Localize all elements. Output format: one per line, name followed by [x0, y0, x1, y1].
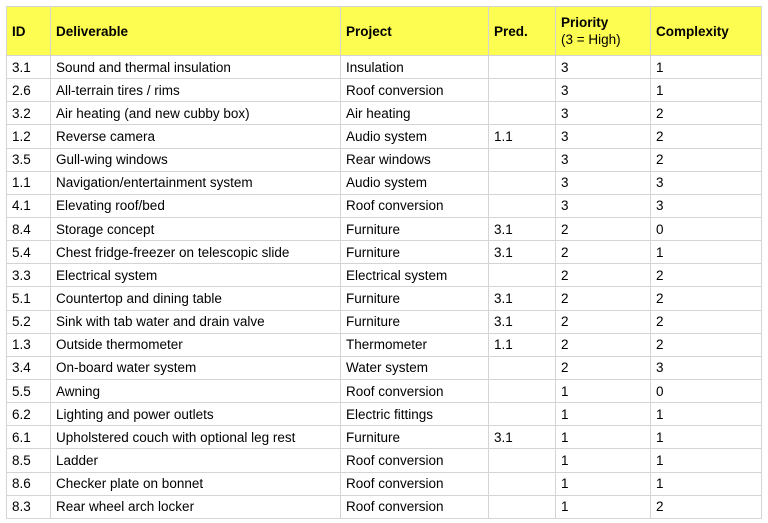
cell-deliverable[interactable]: Lighting and power outlets	[51, 403, 341, 426]
header-row	[7, 7, 762, 56]
cell-deliverable[interactable]: On-board water system	[51, 356, 341, 379]
cell-complexity[interactable]: 1	[651, 56, 762, 79]
cell-id[interactable]: 8.6	[7, 472, 51, 495]
table-row	[7, 310, 762, 333]
cell-pred[interactable]	[489, 148, 556, 171]
cell-deliverable[interactable]: Reverse camera	[51, 125, 341, 148]
cell-priority[interactable]: 3	[556, 125, 651, 148]
cell-pred[interactable]	[489, 379, 556, 402]
table-row	[7, 241, 762, 264]
cell-priority[interactable]: 1	[556, 495, 651, 518]
col-header-complexity[interactable]: Complexity	[651, 7, 762, 56]
cell-priority[interactable]: 3	[556, 79, 651, 102]
cell-priority[interactable]: 3	[556, 56, 651, 79]
table-body	[7, 56, 762, 519]
cell-priority[interactable]: 2	[556, 264, 651, 287]
cell-id[interactable]: 5.2	[7, 310, 51, 333]
cell-pred[interactable]	[489, 171, 556, 194]
cell-deliverable[interactable]: Chest fridge-freezer on telescopic slide	[51, 241, 341, 264]
table-row	[7, 171, 762, 194]
cell-complexity[interactable]: 2	[651, 495, 762, 518]
table-row	[7, 379, 762, 402]
cell-priority[interactable]: 3	[556, 194, 651, 217]
col-header-priority[interactable]	[556, 7, 651, 56]
cell-pred[interactable]: 3.1	[489, 310, 556, 333]
cell-pred[interactable]	[489, 449, 556, 472]
cell-project[interactable]: Rear windows	[341, 148, 489, 171]
cell-project[interactable]: Roof conversion	[341, 194, 489, 217]
table-row	[7, 403, 762, 426]
cell-project[interactable]: Air heating	[341, 102, 489, 125]
cell-deliverable[interactable]: Elevating roof/bed	[51, 194, 341, 217]
cell-priority[interactable]: 1	[556, 472, 651, 495]
table-row	[7, 56, 762, 79]
table-row	[7, 426, 762, 449]
cell-complexity[interactable]: 2	[651, 310, 762, 333]
cell-project[interactable]: Audio system	[341, 171, 489, 194]
cell-pred[interactable]	[489, 264, 556, 287]
cell-complexity[interactable]: 2	[651, 287, 762, 310]
cell-complexity[interactable]: 2	[651, 333, 762, 356]
cell-deliverable[interactable]: Ladder	[51, 449, 341, 472]
table-row	[7, 287, 762, 310]
cell-pred[interactable]: 1.1	[489, 333, 556, 356]
cell-priority[interactable]: 2	[556, 287, 651, 310]
cell-project[interactable]: Furniture	[341, 310, 489, 333]
cell-project[interactable]: Water system	[341, 356, 489, 379]
cell-pred[interactable]	[489, 403, 556, 426]
cell-complexity[interactable]: 1	[651, 241, 762, 264]
cell-id[interactable]: 8.4	[7, 217, 51, 240]
cell-project[interactable]: Roof conversion	[341, 79, 489, 102]
cell-id[interactable]: 6.1	[7, 426, 51, 449]
cell-id[interactable]: 5.4	[7, 241, 51, 264]
priority-header-subtitle: (3 = High)	[561, 32, 621, 47]
cell-project[interactable]: Thermometer	[341, 333, 489, 356]
cell-priority[interactable]: 2	[556, 333, 651, 356]
cell-id[interactable]: 3.3	[7, 264, 51, 287]
cell-priority[interactable]: 2	[556, 310, 651, 333]
cell-id[interactable]: 3.1	[7, 56, 51, 79]
cell-id[interactable]: 5.1	[7, 287, 51, 310]
cell-priority[interactable]: 3	[556, 171, 651, 194]
cell-deliverable[interactable]: Awning	[51, 379, 341, 402]
table-row	[7, 194, 762, 217]
cell-deliverable[interactable]: Air heating (and new cubby box)	[51, 102, 341, 125]
col-header-pred[interactable]: Pred.	[489, 7, 556, 56]
cell-complexity[interactable]: 2	[651, 264, 762, 287]
table-row	[7, 79, 762, 102]
cell-deliverable[interactable]: Outside thermometer	[51, 333, 341, 356]
cell-project[interactable]: Roof conversion	[341, 379, 489, 402]
table-row	[7, 356, 762, 379]
cell-complexity[interactable]: 0	[651, 379, 762, 402]
cell-id[interactable]: 3.4	[7, 356, 51, 379]
cell-deliverable[interactable]: Countertop and dining table	[51, 287, 341, 310]
col-header-id[interactable]: ID	[7, 7, 51, 56]
table-row	[7, 333, 762, 356]
col-header-project[interactable]: Project	[341, 7, 489, 56]
deliverables-table	[6, 6, 762, 519]
cell-complexity[interactable]: 1	[651, 472, 762, 495]
cell-complexity[interactable]: 2	[651, 102, 762, 125]
cell-project[interactable]: Roof conversion	[341, 472, 489, 495]
cell-priority[interactable]: 3	[556, 148, 651, 171]
cell-project[interactable]: Roof conversion	[341, 495, 489, 518]
cell-project[interactable]: Audio system	[341, 125, 489, 148]
cell-pred[interactable]	[489, 56, 556, 79]
cell-priority[interactable]: 2	[556, 356, 651, 379]
cell-deliverable[interactable]: Gull-wing windows	[51, 148, 341, 171]
table-row	[7, 449, 762, 472]
cell-deliverable[interactable]: Electrical system	[51, 264, 341, 287]
cell-complexity[interactable]: 0	[651, 217, 762, 240]
cell-project[interactable]: Furniture	[341, 217, 489, 240]
cell-complexity[interactable]: 3	[651, 356, 762, 379]
cell-priority[interactable]: 2	[556, 217, 651, 240]
table-row	[7, 495, 762, 518]
cell-id[interactable]: 2.6	[7, 79, 51, 102]
cell-pred[interactable]: 3.1	[489, 217, 556, 240]
cell-id[interactable]: 8.3	[7, 495, 51, 518]
cell-priority[interactable]: 1	[556, 379, 651, 402]
cell-deliverable[interactable]: Checker plate on bonnet	[51, 472, 341, 495]
cell-priority[interactable]: 1	[556, 426, 651, 449]
cell-pred[interactable]	[489, 194, 556, 217]
cell-priority[interactable]: 1	[556, 403, 651, 426]
cell-project[interactable]: Insulation	[341, 56, 489, 79]
cell-pred[interactable]: 3.1	[489, 287, 556, 310]
cell-deliverable[interactable]: Upholstered couch with optional leg rest	[51, 426, 341, 449]
cell-deliverable[interactable]: Navigation/entertainment system	[51, 171, 341, 194]
table-row	[7, 148, 762, 171]
cell-project[interactable]: Furniture	[341, 241, 489, 264]
cell-complexity[interactable]: 1	[651, 403, 762, 426]
cell-project[interactable]: Furniture	[341, 426, 489, 449]
cell-complexity[interactable]: 1	[651, 426, 762, 449]
cell-complexity[interactable]: 1	[651, 79, 762, 102]
cell-id[interactable]: 4.1	[7, 194, 51, 217]
cell-project[interactable]: Electrical system	[341, 264, 489, 287]
cell-pred[interactable]	[489, 79, 556, 102]
cell-complexity[interactable]: 2	[651, 125, 762, 148]
cell-pred[interactable]	[489, 472, 556, 495]
table-row	[7, 217, 762, 240]
cell-project[interactable]: Furniture	[341, 287, 489, 310]
cell-id[interactable]: 5.5	[7, 379, 51, 402]
cell-id[interactable]: 1.2	[7, 125, 51, 148]
cell-complexity[interactable]: 3	[651, 171, 762, 194]
cell-project[interactable]: Roof conversion	[341, 449, 489, 472]
table-row	[7, 472, 762, 495]
cell-priority[interactable]: 3	[556, 102, 651, 125]
cell-deliverable[interactable]: All-terrain tires / rims	[51, 79, 341, 102]
cell-priority[interactable]: 2	[556, 241, 651, 264]
cell-pred[interactable]	[489, 102, 556, 125]
cell-pred[interactable]	[489, 495, 556, 518]
cell-pred[interactable]: 1.1	[489, 125, 556, 148]
table-row	[7, 264, 762, 287]
cell-id[interactable]: 8.5	[7, 449, 51, 472]
cell-deliverable[interactable]: Sink with tab water and drain valve	[51, 310, 341, 333]
cell-deliverable[interactable]: Sound and thermal insulation	[51, 56, 341, 79]
cell-id[interactable]: 3.2	[7, 102, 51, 125]
cell-complexity[interactable]: 3	[651, 194, 762, 217]
col-header-deliverable[interactable]: Deliverable	[51, 7, 341, 56]
cell-id[interactable]: 6.2	[7, 403, 51, 426]
cell-id[interactable]: 3.5	[7, 148, 51, 171]
cell-pred[interactable]: 3.1	[489, 241, 556, 264]
cell-complexity[interactable]: 1	[651, 449, 762, 472]
cell-project[interactable]: Electric fittings	[341, 403, 489, 426]
cell-complexity[interactable]: 2	[651, 148, 762, 171]
cell-id[interactable]: 1.1	[7, 171, 51, 194]
cell-priority[interactable]: 1	[556, 449, 651, 472]
table-row	[7, 125, 762, 148]
cell-id[interactable]: 1.3	[7, 333, 51, 356]
spreadsheet-table	[6, 6, 762, 519]
cell-deliverable[interactable]: Rear wheel arch locker	[51, 495, 341, 518]
cell-pred[interactable]: 3.1	[489, 426, 556, 449]
cell-pred[interactable]	[489, 356, 556, 379]
cell-deliverable[interactable]: Storage concept	[51, 217, 341, 240]
table-row	[7, 102, 762, 125]
priority-header-title: Priority	[561, 15, 609, 30]
